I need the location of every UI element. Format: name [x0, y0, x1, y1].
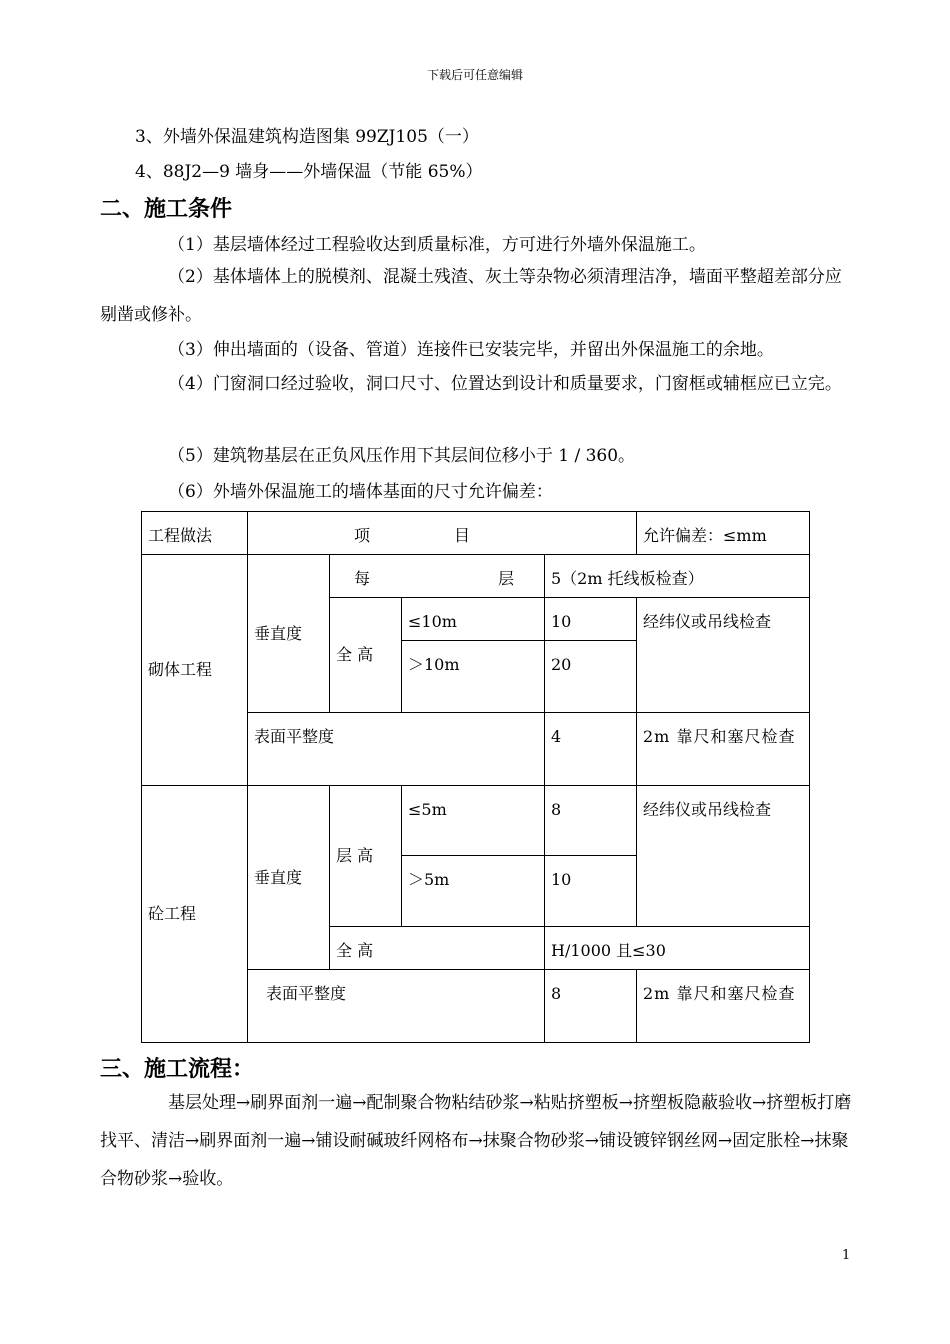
reference-3: 3、外墙外保温建筑构造图集 99ZJ105（一）	[135, 127, 479, 147]
condition-5: （5）建筑物基层在正负风压作用下其层间位移小于 1 / 360。	[168, 446, 636, 466]
masonry-per-floor-b: 层	[497, 569, 514, 588]
masonry-flatness-method: 2m 靠尺和塞尺检查	[637, 713, 810, 786]
concrete-flatness-method: 2m 靠尺和塞尺检查	[637, 970, 810, 1043]
concrete-gt5-value: 10	[545, 856, 637, 927]
header-item-a: 项	[354, 526, 371, 545]
header-item-b: 目	[453, 526, 470, 545]
concrete-full-height-value: H/1000 且≤30	[545, 927, 810, 970]
concrete-flatness: 表面平整度	[248, 970, 545, 1043]
concrete-floor-height: 层 高	[330, 786, 402, 927]
masonry-per-floor-value: 5（2m 托线板检查）	[545, 555, 810, 598]
concrete-full-height: 全 高	[330, 927, 545, 970]
header-note: 下载后可任意编辑	[426, 68, 523, 82]
process-flow: 基层处理→刷界面剂一遍→配制聚合物粘结砂浆→粘贴挤塑板→挤塑板隐蔽验收→挤塑板打磨找平、清洁→刷界面剂一遍→铺设耐碱玻纤网格布→抹聚合物砂浆→铺设镀锌钢丝网→固定胀栓→抹聚合物砂浆→验收。	[100, 1093, 852, 1189]
tolerance-table	[141, 511, 810, 1043]
masonry-per-floor	[330, 555, 545, 598]
masonry-gt10: ＞10m	[402, 641, 545, 713]
page-number: 1	[842, 1248, 851, 1263]
concrete-check-method: 经纬仪或吊线检查	[637, 786, 810, 927]
section-2-title: 二、施工条件	[100, 197, 233, 222]
condition-1: （1）基层墙体经过工程验收达到质量标准，方可进行外墙外保温施工。	[168, 235, 706, 255]
masonry-flatness-value: 4	[545, 713, 637, 786]
masonry-check-method: 经纬仪或吊线检查	[637, 598, 810, 713]
reference-4: 4、88J2—9 墙身——外墙保温（节能 65%）	[135, 162, 483, 182]
section-3-title: 三、施工流程：	[100, 1057, 255, 1082]
masonry-vertical: 垂直度	[248, 555, 330, 713]
masonry-full-height: 全 高	[330, 598, 402, 713]
masonry-name: 砌体工程	[142, 555, 248, 786]
masonry-le10: ≤10m	[402, 598, 545, 641]
concrete-gt5: ＞5m	[402, 856, 545, 927]
masonry-le10-value: 10	[545, 598, 637, 641]
condition-2: （2）基体墙体上的脱模剂、混凝土残渣、灰土等杂物必须清理洁净，墙面平整超差部分应剔凿或修补。	[100, 267, 842, 325]
header-tolerance: 允许偏差：≤mm	[637, 512, 810, 555]
concrete-le5: ≤5m	[402, 786, 545, 856]
condition-4: （4）门窗洞口经过验收，洞口尺寸、位置达到设计和质量要求，门窗框或辅框应已立完。	[168, 374, 842, 394]
header-method: 工程做法	[142, 512, 248, 555]
concrete-le5-value: 8	[545, 786, 637, 856]
concrete-flatness-value: 8	[545, 970, 637, 1043]
masonry-per-floor-a: 每	[354, 569, 371, 588]
condition-6: （6）外墙外保温施工的墙体基面的尺寸允许偏差：	[168, 482, 553, 502]
condition-3: （3）伸出墙面的（设备、管道）连接件已安装完毕，并留出外保温施工的余地。	[168, 340, 774, 360]
header-item	[248, 512, 637, 555]
concrete-vertical: 垂直度	[248, 786, 330, 970]
masonry-flatness: 表面平整度	[248, 713, 545, 786]
concrete-name: 砼工程	[142, 786, 248, 1043]
masonry-gt10-value: 20	[545, 641, 637, 713]
